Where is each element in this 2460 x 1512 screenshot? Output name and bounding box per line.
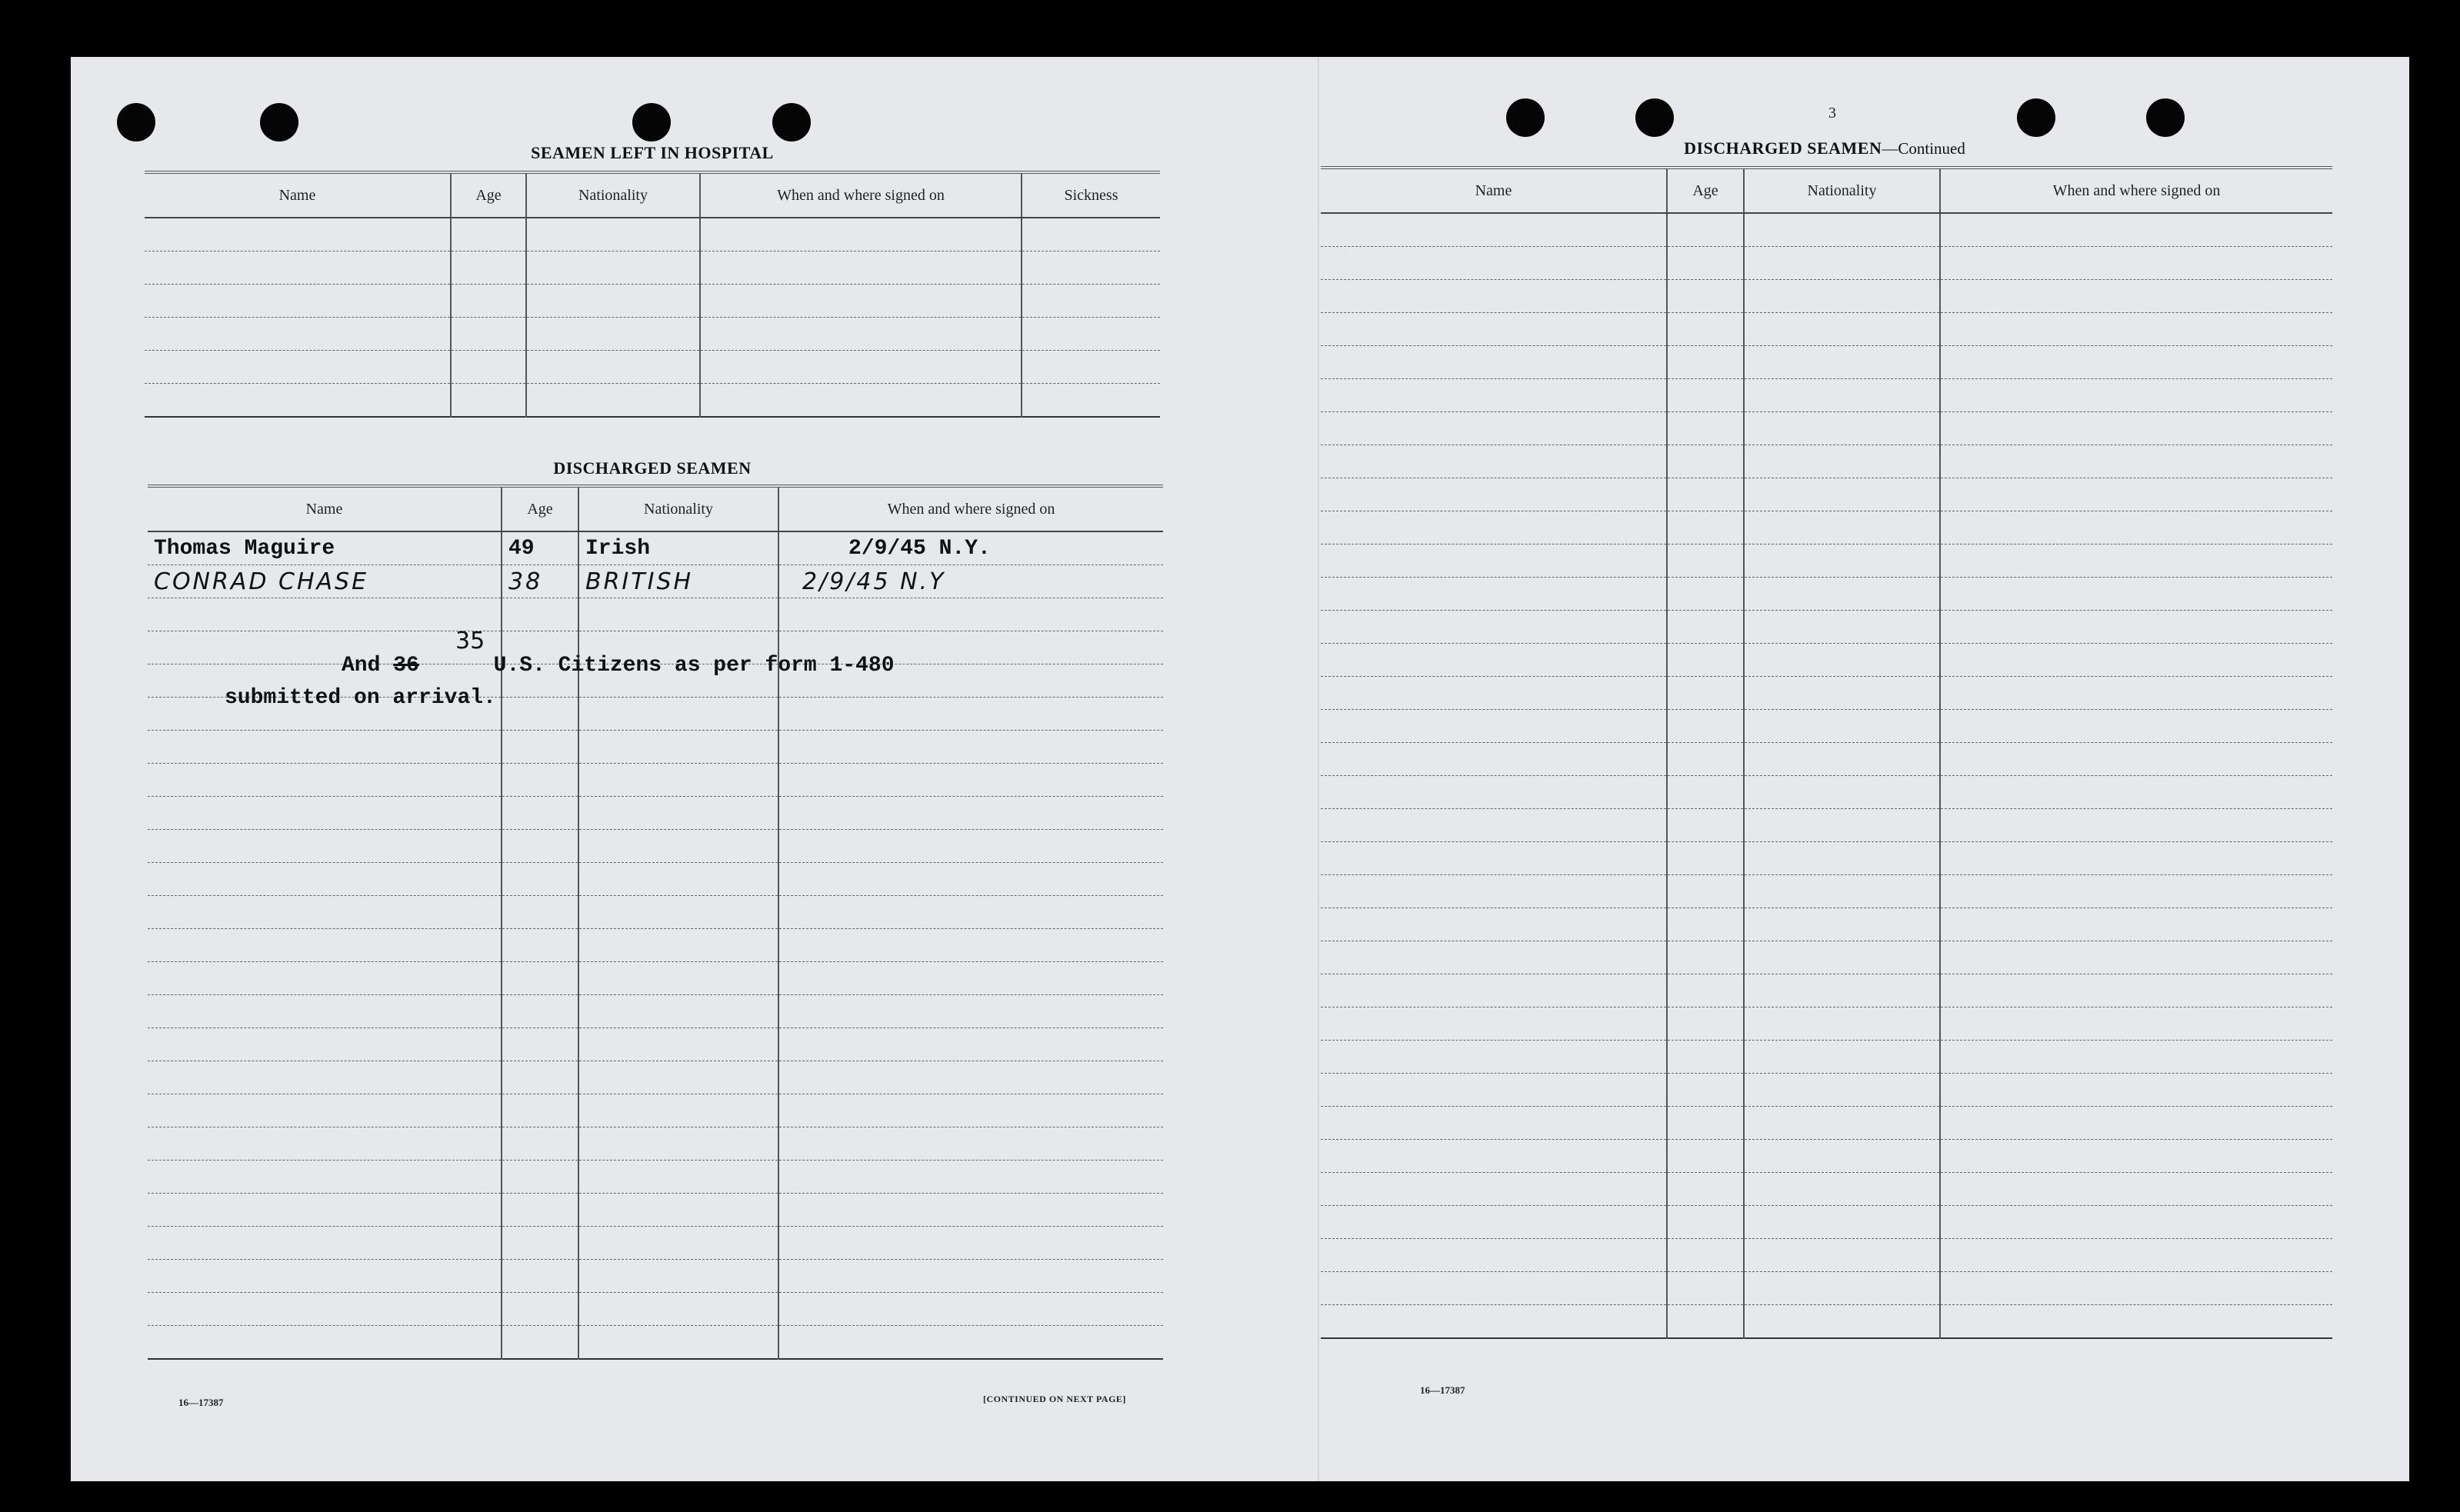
table-row: [1321, 478, 2332, 511]
table-row: [148, 764, 1163, 797]
table-row: [145, 318, 1160, 351]
note-rest: U.S. Citizens as per form 1-480: [493, 654, 895, 678]
table-row: [148, 1094, 1163, 1127]
table-row: [1321, 809, 2332, 842]
table-row: [1321, 545, 2332, 578]
seaman-name: Thomas Maguire: [148, 531, 502, 565]
discharged-continued-rows: [1321, 213, 2332, 1338]
hospital-table: [145, 171, 1160, 418]
table-row: [1321, 247, 2332, 280]
left-page: [71, 57, 1317, 1481]
table-row: [148, 830, 1163, 863]
hospital-col-nationality: Nationality: [526, 172, 700, 218]
seaman-signed-on: 2/9/45 N.Y: [778, 565, 1163, 598]
table-row: [148, 1194, 1163, 1227]
document-sheet: [71, 57, 2409, 1481]
table-row: [148, 797, 1163, 830]
cont-col-name: Name: [1321, 168, 1667, 213]
hospital-section-title: SEAMEN LEFT IN HOSPITAL: [531, 143, 774, 162]
form-number: 16—17387: [178, 1397, 224, 1408]
page-number: 3: [1828, 105, 1836, 122]
table-row: [145, 251, 1160, 285]
table-row: [1321, 1107, 2332, 1140]
discharged-table: [148, 485, 1163, 1360]
form-number: 16—17387: [1420, 1384, 1465, 1396]
table-row: [1321, 677, 2332, 710]
table-row: [1321, 644, 2332, 677]
table-row: [1321, 1041, 2332, 1074]
table-row: [148, 1260, 1163, 1293]
table-row: [1321, 1173, 2332, 1206]
table-row: [148, 731, 1163, 764]
table-row: [148, 1293, 1163, 1326]
table-row: [145, 351, 1160, 384]
cont-col-age: Age: [1667, 168, 1744, 213]
table-row: [1321, 908, 2332, 941]
table-row: [1321, 710, 2332, 743]
table-row: [1321, 213, 2332, 247]
table-row: [1321, 313, 2332, 346]
right-page: [1317, 57, 2409, 1481]
table-row: [148, 863, 1163, 896]
seaman-name: CONRAD CHASE: [148, 565, 502, 598]
hospital-col-name: Name: [145, 172, 451, 218]
note-corrected-count: 35: [455, 628, 485, 654]
citizens-note-line2: submitted on arrival.: [225, 686, 496, 710]
table-row: [148, 531, 1163, 565]
table-row: [1321, 412, 2332, 445]
table-row: [1321, 1140, 2332, 1173]
seaman-signed-on: 2/9/45 N.Y.: [778, 531, 1163, 565]
table-row: [1321, 511, 2332, 545]
seaman-nationality: BRITISH: [578, 565, 778, 598]
table-row: [148, 1326, 1163, 1360]
discharged-continued-title: [1317, 138, 2332, 158]
table-row: [1321, 578, 2332, 611]
discharged-col-nationality: Nationality: [578, 486, 778, 531]
hospital-col-sickness: Sickness: [1022, 172, 1160, 218]
hospital-col-age: Age: [451, 172, 526, 218]
table-row: [1321, 743, 2332, 776]
table-row: [148, 1028, 1163, 1061]
cont-col-nationality: Nationality: [1744, 168, 1940, 213]
table-row: [1321, 611, 2332, 644]
cont-col-signed-on: When and where signed on: [1940, 168, 2332, 213]
table-row: [1321, 445, 2332, 478]
table-row: [148, 1061, 1163, 1094]
table-row: [145, 285, 1160, 318]
hospital-rows: [145, 218, 1160, 417]
continued-notice: [CONTINUED ON NEXT PAGE]: [983, 1394, 1126, 1404]
citizens-note-line1: [342, 654, 895, 678]
table-row: [148, 995, 1163, 1028]
table-row: [145, 384, 1160, 418]
table-row: [148, 1227, 1163, 1260]
discharged-section-title: DISCHARGED SEAMEN: [553, 458, 752, 478]
table-row: [145, 218, 1160, 251]
table-row: [148, 929, 1163, 962]
table-row: [1321, 842, 2332, 875]
table-row: [148, 598, 1163, 631]
seaman-age: 49: [502, 531, 578, 565]
table-row: [1321, 379, 2332, 412]
discharged-continued-table: [1321, 166, 2332, 1339]
table-row: [1321, 1272, 2332, 1305]
table-row: [1321, 346, 2332, 379]
table-row: [1321, 776, 2332, 809]
table-row: [1321, 1305, 2332, 1339]
discharged-col-age: Age: [502, 486, 578, 531]
table-row: [1321, 280, 2332, 313]
seaman-nationality: Irish: [578, 531, 778, 565]
table-row: [1321, 875, 2332, 908]
table-row: [1321, 974, 2332, 1007]
table-row: [1321, 1206, 2332, 1239]
table-row: [148, 1161, 1163, 1194]
note-and: And: [342, 654, 381, 678]
table-row: [1321, 1074, 2332, 1107]
discharged-continued-label: DISCHARGED SEAMEN: [1684, 138, 1882, 158]
note-struck-count: 36: [393, 654, 419, 678]
hospital-col-signed-on: When and where signed on: [700, 172, 1022, 218]
table-row: [148, 565, 1163, 598]
table-row: [1321, 1007, 2332, 1041]
table-row: [148, 896, 1163, 929]
discharged-col-name: Name: [148, 486, 502, 531]
table-row: [1321, 1239, 2332, 1272]
discharged-col-signed-on: When and where signed on: [778, 486, 1163, 531]
table-row: [148, 962, 1163, 995]
table-row: [1321, 941, 2332, 974]
table-row: [148, 1127, 1163, 1161]
seaman-age: 38: [502, 565, 578, 598]
continued-suffix: —Continued: [1882, 139, 1965, 158]
